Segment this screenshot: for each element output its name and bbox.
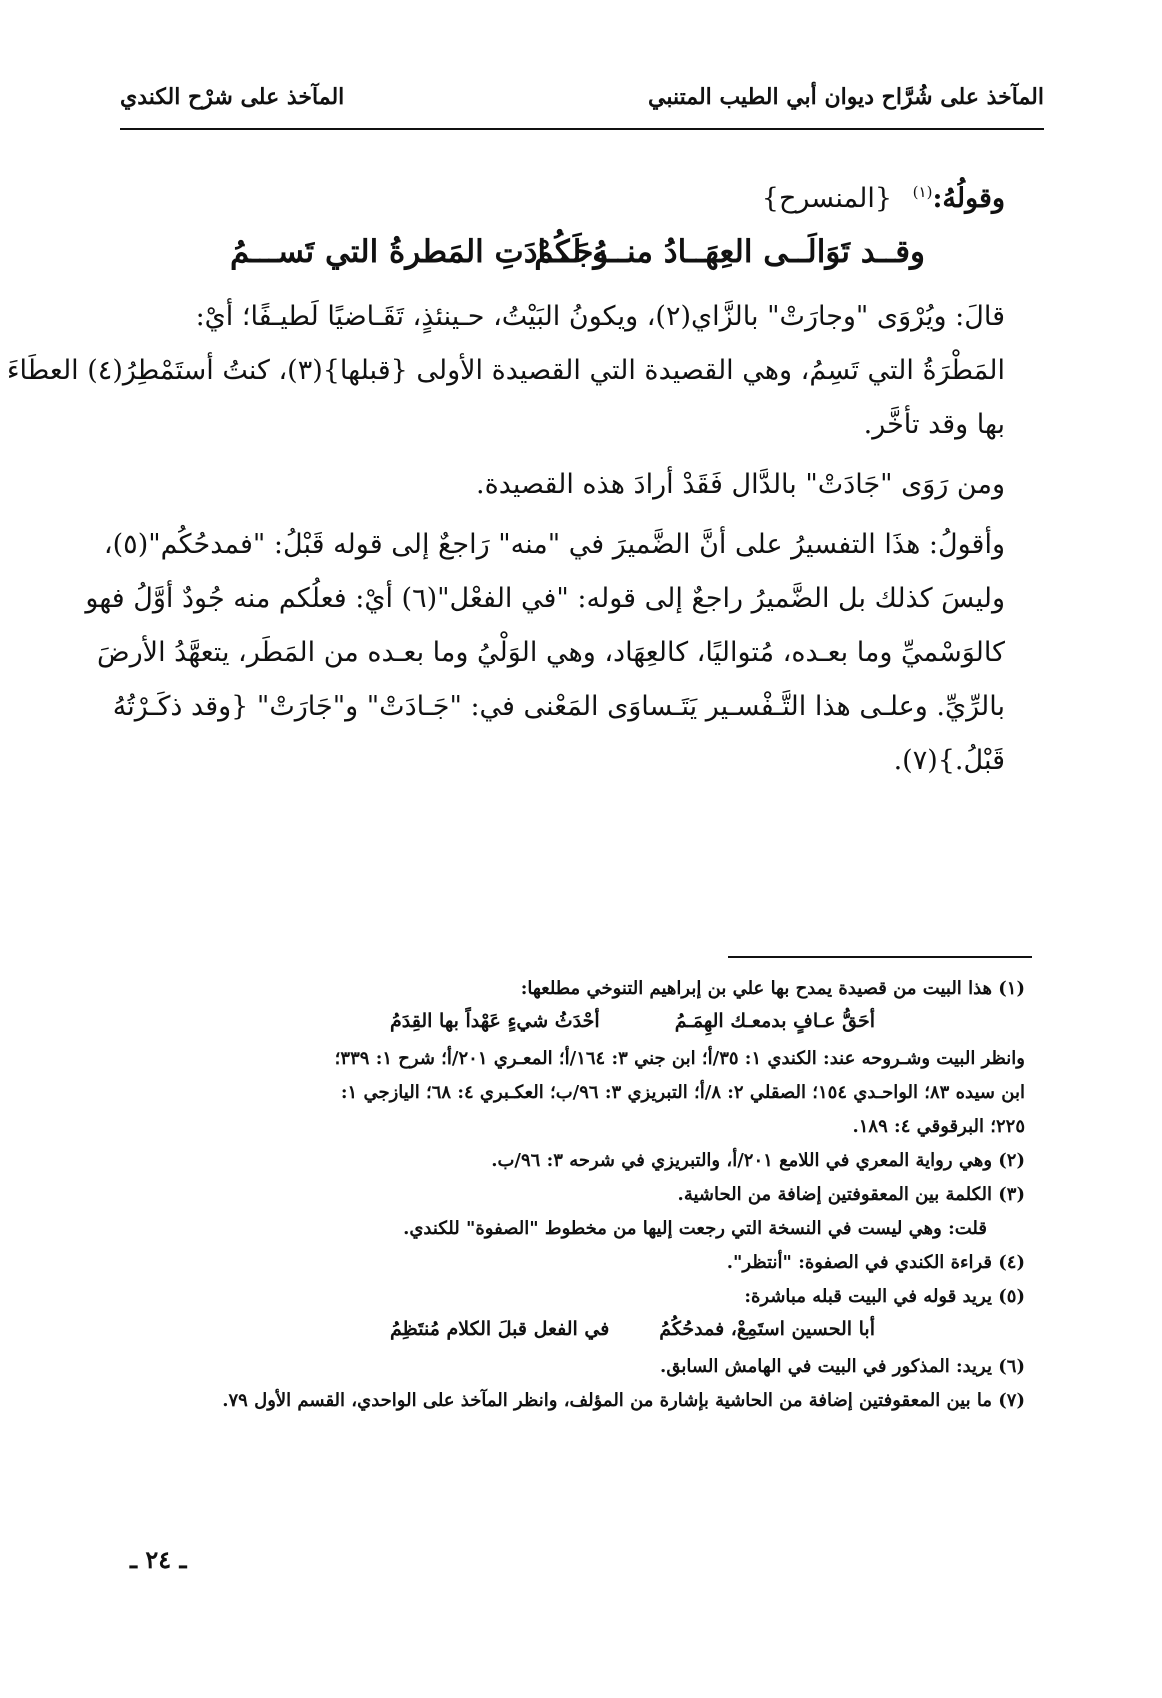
footnote-5-verse-second: في الفعل قبلَ الكلام مُنتَظِمُ (390, 1318, 610, 1340)
footnote-ref-1: (١) (912, 183, 933, 201)
intro-label: وقولُهُ: (932, 183, 1005, 214)
footnote-1-verse-second: أحْدَثُ شيءٍ عَهْداً بها القِدَمُ (390, 1010, 600, 1032)
footnote-1-verse (135, 1006, 1025, 1042)
footnote-6: (٦) يريد: المذكور في البيت في الهامش السابق. (660, 1356, 1025, 1377)
text-line-2: المَطْرَةُ التي تَسِمُ، وهي القصيدة التي القصيدة الأولى {قبلها}(٣)، كنتُ أستَمْطِرُ(٤) العطَاءَ (6, 355, 1005, 386)
footnote-4: (٤) قراءة الكندي في الصفوة: "أنتظر". (726, 1252, 1025, 1273)
footnote-5: (٥) يريد قوله في البيت قبله مباشرة: (744, 1286, 1025, 1307)
text-line-5: وأقولُ: هذَا التفسيرُ على أنَّ الضَّميرَ في "منه" رَاجعٌ إلى قوله قَبْلُ: "فمدحُكُم"(٥)، (103, 529, 1005, 560)
text-line-3: بها وقد تأخَّر. (863, 409, 1005, 440)
header-divider (120, 128, 1044, 130)
text-line-8: بالرِّيِّ. وعلـى هذا التَّـفْسـير يَتَـساوَى المَعْنى في: "جَـادَتْ" و"جَارَتْ" {وقد ذكَـرْتُهُ (112, 691, 1005, 722)
footnote-7: (٧) ما بين المعقوفتين إضافة من الحاشية بإشارة من المؤلف، وانظر المآخذ على الواحدي، القسم الأول ٧٩. (222, 1390, 1025, 1411)
text-line-9: قَبْلُ.}(٧). (893, 745, 1005, 776)
header-book-title: المآخذ على شُرَّاح ديوان أبي الطيب المتنبي (648, 84, 1044, 110)
footnote-2: (٢) وهي رواية المعري في اللامع ٢٠١/أ، والتبريزي في شرحه ٣: ٩٦/ب. (491, 1150, 1025, 1171)
text-line-6: وليسَ كذلك بل الضَّميرُ راجعٌ إلى قوله: "في الفعْل"(٦) أيْ: فعلُكم منه جُودٌ أوَّلُ فهو (85, 583, 1005, 614)
footnote-divider (728, 956, 1032, 958)
footnotes (135, 972, 1025, 1418)
footnote-3-note: قلت: وهي ليست في النسخة التي رجعت إليها من مخطوط "الصفوة" للكندي. (403, 1218, 987, 1239)
verse-first-hemistich: وقــد تَوَالَــى العِهَــادُ منــهُ لَكُمْ (534, 234, 925, 270)
verse-second-hemistich: وجَـــادَتِ المَطرةُ التي تَســـمُ (230, 234, 609, 270)
footnote-1-verse-first: أحَقُّ عـافٍ بدمعـك الهِمَـمُ (674, 1010, 875, 1032)
footnote-3: (٣) الكلمة بين المعقوفتين إضافة من الحاشية. (677, 1184, 1025, 1205)
footnote-1-refs-3: ٢٢٥؛ البرقوقي ٤: ١٨٩. (852, 1116, 1025, 1137)
footnote-1: (١) هذا البيت من قصيدة يمدح بها علي بن إبراهيم التنوخي مطلعها: (520, 978, 1025, 999)
meter-name: {المنسرح} (761, 183, 893, 214)
footnote-1-refs-1: وانظر البيت وشـروحه عند: الكندي ١: ٣٥/أ؛ ابن جني ٣: ١٦٤/أ؛ المعـري ٢٠١/أ؛ شرح ١: ٣٣٩؛ (334, 1048, 1025, 1069)
verse (135, 226, 1005, 290)
page-number: ـ ٢٤ ـ (130, 1545, 187, 1574)
text-line-4: ومن رَوَى "جَادَتْ" بالدَّال فَقَدْ أرادَ هذه القصيدة. (475, 469, 1005, 500)
main-text (6, 172, 1005, 788)
footnote-5-verse (135, 1314, 1025, 1350)
header-section-title: المآخذ على شرْح الكندي (120, 84, 345, 110)
footnote-1-refs-2: ابن سيده ٨٣؛ الواحـدي ١٥٤؛ الصقلي ٢: ٨/أ؛ التبريزي ٣: ٩٦/ب؛ العكـبري ٤: ٦٨؛ اليازجي ١: (340, 1082, 1025, 1103)
poem-intro (135, 172, 1005, 226)
footnote-5-verse-first: أبا الحسين استَمِعْ، فمدحُكُمُ (659, 1318, 875, 1340)
text-line-1: قالَ: ويُرْوَى "وجارَتْ" بالزَّاي(٢)، ويكونُ البَيْتُ، حـينئذٍ، تَقَـاضيًا لَطيـفًا؛ أيْ: (195, 301, 1005, 332)
running-header (120, 84, 1044, 124)
text-line-7: كالوَسْميِّ وما بعـده، مُتواليًا، كالعِهَاد، وهي الوَلْيُ وما بعـده من المَطَر، يتعهَّدُ الأرضَ (97, 637, 1005, 668)
